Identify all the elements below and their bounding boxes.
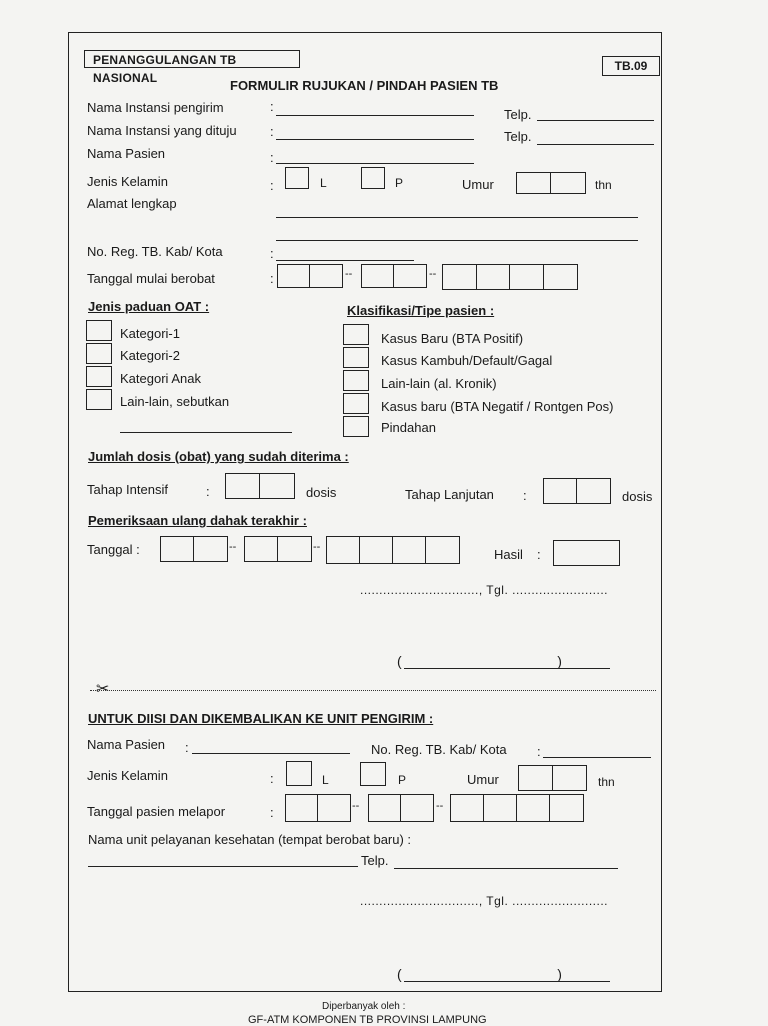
date-separator: -- <box>436 800 444 812</box>
label-report-date: Tanggal pasien melapor <box>87 804 226 819</box>
dose-heading: Jumlah dosis (obat) yang sudah diterima : <box>88 449 349 464</box>
label-phone-1: Telp. <box>504 107 532 122</box>
checkbox-return-sex-l[interactable] <box>286 761 312 786</box>
exam-heading: Pemeriksaan ulang dahak terakhir : <box>88 513 307 528</box>
oat-heading: Jenis paduan OAT : <box>88 299 210 314</box>
date-separator: -- <box>345 268 353 280</box>
label-reg-no: No. Reg. TB. Kab/ Kota <box>87 244 223 259</box>
signature-name: ( ) <box>397 653 562 669</box>
colon: : <box>270 771 274 786</box>
label-dose-unit: dosis <box>306 485 337 500</box>
oat-item: Kategori-2 <box>120 348 180 363</box>
date-separator: -- <box>229 541 237 553</box>
field-intensive-dose[interactable] <box>225 473 295 499</box>
checkbox-oat-2[interactable] <box>86 343 112 364</box>
field-return-age[interactable] <box>518 765 587 791</box>
label-return-phone: Telp. <box>361 853 389 868</box>
field-phone-2[interactable] <box>537 144 654 145</box>
colon: : <box>270 805 274 820</box>
label-intensive: Tahap Intensif <box>87 482 168 497</box>
field-address-2[interactable] <box>276 240 638 241</box>
oat-item: Lain-lain, sebutkan <box>120 394 230 409</box>
field-exam-month[interactable] <box>244 536 312 562</box>
field-patient-name[interactable] <box>276 163 474 164</box>
colon: : <box>270 99 274 114</box>
label-sex-p: P <box>395 176 404 190</box>
label-unit-name: Nama unit pelayanan kesehatan (tempat berobat baru) : <box>88 832 412 847</box>
oat-item: Kategori Anak <box>120 371 201 386</box>
class-item: Kasus Kambuh/Default/Gagal <box>381 353 553 368</box>
field-sender-institution[interactable] <box>276 115 474 116</box>
field-report-day[interactable] <box>285 794 351 822</box>
field-result[interactable] <box>553 540 620 566</box>
checkbox-class-4[interactable] <box>343 393 369 414</box>
label-sex-l: L <box>320 176 327 190</box>
checkbox-oat-3[interactable] <box>86 366 112 387</box>
label-phone-2: Telp. <box>504 129 532 144</box>
checkbox-class-1[interactable] <box>343 324 369 345</box>
field-signature-1[interactable] <box>404 668 610 669</box>
checkbox-sex-l[interactable] <box>285 167 309 189</box>
label-patient-name: Nama Pasien <box>87 146 166 161</box>
colon: : <box>537 744 541 759</box>
field-start-day[interactable] <box>277 264 343 288</box>
checkbox-oat-1[interactable] <box>86 320 112 341</box>
colon: : <box>270 246 274 261</box>
colon: : <box>270 124 274 139</box>
field-exam-year[interactable] <box>326 536 460 564</box>
label-sex: Jenis Kelamin <box>87 174 168 189</box>
field-continuation-dose[interactable] <box>543 478 611 504</box>
field-signature-2[interactable] <box>404 981 610 982</box>
label-return-age: Umur <box>467 772 499 787</box>
label-age: Umur <box>462 177 494 192</box>
signature-place-date: ..............................., Tgl. ......................... <box>360 583 608 597</box>
label-age-unit: thn <box>595 178 612 192</box>
checkbox-oat-4[interactable] <box>86 389 112 410</box>
colon: : <box>185 740 189 755</box>
checkbox-return-sex-p[interactable] <box>360 762 386 786</box>
checkbox-class-2[interactable] <box>343 347 369 368</box>
field-return-phone[interactable] <box>394 868 618 869</box>
checkbox-class-5[interactable] <box>343 416 369 437</box>
colon: : <box>523 488 527 503</box>
date-separator: -- <box>429 268 437 280</box>
return-signature-name: ( ) <box>397 966 562 982</box>
label-address: Alamat lengkap <box>87 196 177 211</box>
label-continuation: Tahap Lanjutan <box>405 487 494 502</box>
colon: : <box>270 150 274 165</box>
label-return-sex-p: P <box>398 773 407 787</box>
field-start-month[interactable] <box>361 264 427 288</box>
footer-line-1: Diperbanyak oleh : <box>322 1001 406 1012</box>
label-sender-institution: Nama Instansi pengirim <box>87 100 224 115</box>
field-reg-no[interactable] <box>276 260 414 261</box>
class-item: Lain-lain (al. Kronik) <box>381 376 497 391</box>
checkbox-sex-p[interactable] <box>361 167 385 189</box>
label-target-institution: Nama Instansi yang dituju <box>87 123 237 138</box>
label-dose-unit: dosis <box>622 489 653 504</box>
scissors-icon: ✂ <box>96 681 110 698</box>
colon: : <box>270 271 274 286</box>
colon: : <box>537 547 541 562</box>
field-oat-other[interactable] <box>120 432 292 433</box>
classification-heading: Klasifikasi/Tipe pasien : <box>347 303 495 318</box>
field-report-month[interactable] <box>368 794 434 822</box>
label-return-reg-no: No. Reg. TB. Kab/ Kota <box>371 742 507 757</box>
return-heading: UNTUK DIISI DAN DIKEMBALIKAN KE UNIT PENGIRIM : <box>88 711 434 726</box>
class-item: Kasus Baru (BTA Positif) <box>381 331 524 346</box>
date-separator: -- <box>352 800 360 812</box>
label-result: Hasil <box>494 547 523 562</box>
label-return-patient-name: Nama Pasien <box>87 737 166 752</box>
footer-line-2: GF-ATM KOMPONEN TB PROVINSI LAMPUNG <box>248 1014 487 1026</box>
field-start-year[interactable] <box>442 264 578 290</box>
label-start-date: Tanggal mulai berobat <box>87 271 215 286</box>
class-item: Kasus baru (BTA Negatif / Rontgen Pos) <box>381 399 614 414</box>
field-return-patient-name[interactable] <box>192 753 350 754</box>
form-title: FORMULIR RUJUKAN / PINDAH PASIEN TB <box>230 78 499 93</box>
form-code: TB.09 <box>602 56 660 76</box>
oat-item: Kategori-1 <box>120 326 180 341</box>
class-item: Pindahan <box>381 420 436 435</box>
return-signature-place-date: ..............................., Tgl. ......................... <box>360 894 608 908</box>
cut-line <box>90 690 656 691</box>
label-return-sex: Jenis Kelamin <box>87 768 168 783</box>
label-exam-date: Tanggal : <box>87 542 140 557</box>
colon: : <box>206 484 210 499</box>
field-phone-1[interactable] <box>537 120 654 121</box>
field-address-1[interactable] <box>276 217 638 218</box>
date-separator: -- <box>313 541 321 553</box>
checkbox-class-3[interactable] <box>343 370 369 391</box>
field-target-institution[interactable] <box>276 139 474 140</box>
field-age[interactable] <box>516 172 586 194</box>
label-return-age-unit: thn <box>598 775 615 789</box>
label-return-sex-l: L <box>322 773 329 787</box>
field-exam-day[interactable] <box>160 536 228 562</box>
field-report-year[interactable] <box>450 794 584 822</box>
field-unit-name[interactable] <box>88 866 358 867</box>
program-label: PENANGGULANGAN TB NASIONAL <box>84 50 300 68</box>
colon: : <box>270 178 274 193</box>
field-return-reg-no[interactable] <box>543 757 651 758</box>
